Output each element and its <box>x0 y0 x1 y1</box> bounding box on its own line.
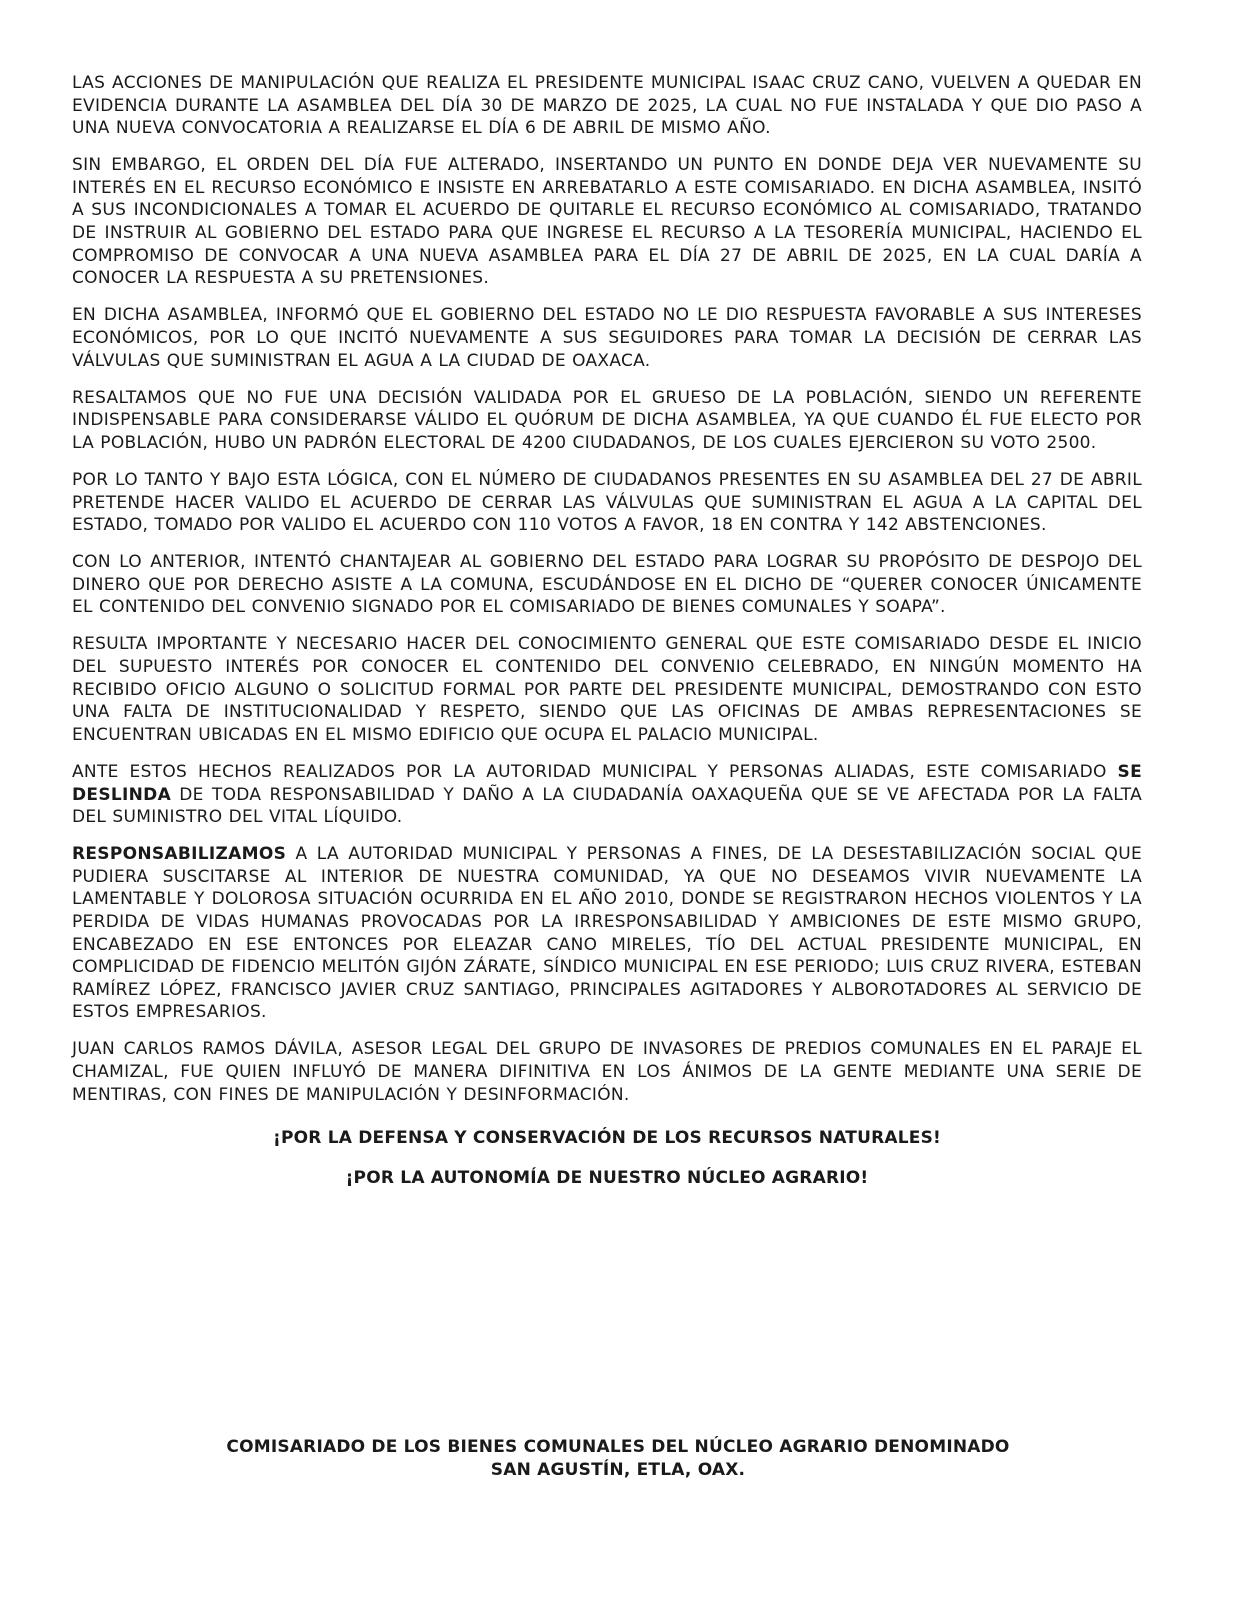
signature-line-1: COMISARIADO DE LOS BIENES COMUNALES DEL NÚCLEO AGRARIO DENOMINADO <box>226 1437 1010 1457</box>
paragraph-vote-count: POR LO TANTO Y BAJO ESTA LÓGICA, CON EL NÚMERO DE CIUDADANOS PRESENTES EN SU ASAMBLEA DEL 27 DE ABRIL PRETENDE HACER VALIDO EL ACUERDO DE CERRAR LAS VÁLVULAS QUE SUMINISTRAN EL AGUA A LA CAPITAL DEL ESTADO, TOMADO POR VALIDO EL ACUERDO CON 110 VOTOS A FAVOR, 18 EN CONTRA Y 142 ABSTENCIONES. <box>72 469 1142 536</box>
paragraph-quorum: RESALTAMOS QUE NO FUE UNA DECISIÓN VALIDADA POR EL GRUESO DE LA POBLACIÓN, SIENDO UN REFERENTE INDISPENSABLE PARA CONSIDERARSE VÁLIDO EL QUÓRUM DE DICHA ASAMBLEA, YA QUE CUANDO ÉL FUE ELECTO POR LA POBLACIÓN, HUBO UN PADRÓN ELECTORAL DE 4200 CIUDADANOS, DE LOS CUALES EJERCIERON SU VOTO 2500. <box>72 387 1142 453</box>
responsibility-bold: RESPONSABILIZAMOS <box>72 844 287 865</box>
paragraph-valves-closure: EN DICHA ASAMBLEA, INFORMÓ QUE EL GOBIERNO DEL ESTADO NO LE DIO RESPUESTA FAVORABLE A SUS INTERESES ECONÓMICOS, POR LO QUE INCITÓ NUEVAMENTE A SUS SEGUIDORES PARA TOMAR LA DECISIÓN DE CERRAR LAS VÁLVULAS QUE SUMINISTRAN EL AGUA A LA CIUDAD DE OAXACA. <box>72 305 1142 371</box>
signature-block <box>0 1436 1236 1482</box>
paragraph-no-formal-request: RESULTA IMPORTANTE Y NECESARIO HACER DEL CONOCIMIENTO GENERAL QUE ESTE COMISARIADO DESDE EL INICIO DEL SUPUESTO INTERÉS POR CONOCER EL CONTENIDO DEL CONVENIO CELEBRADO, EN NINGÚN MOMENTO HA RECIBIDO OFICIO ALGUNO O SOLICITUD FORMAL POR PARTE DEL PRESIDENTE MUNICIPAL, DEMOSTRANDO CON ESTO UNA FALTA DE INSTITUCIONALIDAD Y RESPETO, SIENDO QUE LAS OFICINAS DE AMBAS REPRESENTACIONES SE ENCUENTRAN UBICADAS EN EL MISMO EDIFICIO QUE OCUPA EL PALACIO MUNICIPAL. <box>72 634 1142 745</box>
paragraph-manipulation-actions: LAS ACCIONES DE MANIPULACIÓN QUE REALIZA EL PRESIDENTE MUNICIPAL ISAAC CRUZ CANO, VUELVEN A QUEDAR EN EVIDENCIA DURANTE LA ASAMBLEA DEL DÍA 30 DE MARZO DE 2025, LA CUAL NO FUE INSTALADA Y QUE DIO PASO A UNA NUEVA CONVOCATORIA A REALIZARSE EL DÍA 6 DE ABRIL DE MISMO AÑO. <box>72 73 1142 139</box>
disclaimer-bold: SE DESLINDA <box>72 761 1142 805</box>
slogan-natural-resources: ¡POR LA DEFENSA Y CONSERVACIÓN DE LOS RECURSOS NATURALES! <box>273 1128 941 1149</box>
slogan-autonomy: ¡POR LA AUTONOMÍA DE NUESTRO NÚCLEO AGRARIO! <box>345 1168 869 1189</box>
responsibility-text: A LA AUTORIDAD MUNICIPAL Y PERSONAS A FINES, DE LA DESESTABILIZACIÓN SOCIAL QUE PUDIERA SUSCITARSE AL INTERIOR DE NUESTRA COMUNIDAD, YA QUE NO DESEAMOS VIVIR NUEVAMENTE LA LAMENTABLE Y DOLOROSA SITUACIÓN OCURRIDA EN EL AÑO 2010, DONDE SE REGISTRARON HECHOS VIOLENTOS Y LA PERDIDA DE VIDAS HUMANAS PROVOCADAS POR LA IRRESPONSABILIDAD Y AMBICIONES DE ESTE MISMO GRUPO, ENCABEZADO EN ESE ENTONCES POR ELEAZAR CANO MIRELES, TÍO DEL ACTUAL PRESIDENTE MUNICIPAL, EN COMPLICIDAD DE FIDENCIO MELITÓN GIJÓN ZÁRATE, SÍNDICO MUNICIPAL EN ESE PERIODO; LUIS CRUZ RIVERA, ESTEBAN RAMÍREZ LÓPEZ, FRANCISCO JAVIER CRUZ SANTIAGO, PRINCIPALES AGITADORES Y ALBOROTADORES AL SERVICIO DE ESTOS EMPRESARIOS. <box>72 844 1142 1023</box>
slogans <box>72 1127 1142 1189</box>
disclaimer-text-before: ANTE ESTOS HECHOS REALIZADOS POR LA AUTORIDAD MUNICIPAL Y PERSONAS ALIADAS, ESTE COMISARIADO <box>72 761 1118 782</box>
paragraph-agenda-altered: SIN EMBARGO, EL ORDEN DEL DÍA FUE ALTERADO, INSERTANDO UN PUNTO EN DONDE DEJA VER NUEVAMENTE SU INTERÉS EN EL RECURSO ECONÓMICO E INSISTE EN ARREBATARLO A ESTE COMISARIADO. EN DICHA ASAMBLEA, INSITÓ A SUS INCONDICIONALES A TOMAR EL ACUERDO DE QUITARLE EL RECURSO ECONÓMICO AL COMISARIADO, TRATANDO DE INSTRUIR AL GOBIERNO DEL ESTADO PARA QUE INGRESE EL RECURSO A LA TESORERÍA MUNICIPAL, HACIENDO EL COMPROMISO DE CONVOCAR A UNA NUEVA ASAMBLEA PARA EL DÍA 27 DE ABRIL DE 2025, EN LA CUAL DARÍA A CONOCER LA RESPUESTA A SU PRETENSIONES. <box>72 155 1142 289</box>
document-body <box>72 72 1142 1207</box>
paragraph-legal-advisor: JUAN CARLOS RAMOS DÁVILA, ASESOR LEGAL DEL GRUPO DE INVASORES DE PREDIOS COMUNALES EN EL PARAJE EL CHAMIZAL, FUE QUIEN INFLUYÓ DE MANERA DIFINITIVA EN LOS ÁNIMOS DE LA GENTE MEDIANTE UNA SERIE DE MENTIRAS, CON FINES DE MANIPULACIÓN Y DESINFORMACIÓN. <box>72 1039 1142 1105</box>
paragraph-blackmail: CON LO ANTERIOR, INTENTÓ CHANTAJEAR AL GOBIERNO DEL ESTADO PARA LOGRAR SU PROPÓSITO DE DESPOJO DEL DINERO QUE POR DERECHO ASISTE A LA COMUNA, ESCUDÁNDOSE EN EL DICHO DE “QUERER CONOCER ÚNICAMENTE EL CONTENIDO DEL CONVENIO SIGNADO POR EL COMISARIADO DE BIENES COMUNALES Y SOAPA”. <box>72 552 1142 618</box>
signature-line-2: SAN AGUSTÍN, ETLA, OAX. <box>490 1460 746 1480</box>
disclaimer-text-after: DE TODA RESPONSABILIDAD Y DAÑO A LA CIUDADANÍA OAXAQUEÑA QUE SE VE AFECTADA POR LA FALTA DEL SUMINISTRO DEL VITAL LÍQUIDO. <box>72 784 1142 828</box>
paragraph-responsibility <box>72 843 1142 1024</box>
paragraph-disclaimer <box>72 761 1142 829</box>
